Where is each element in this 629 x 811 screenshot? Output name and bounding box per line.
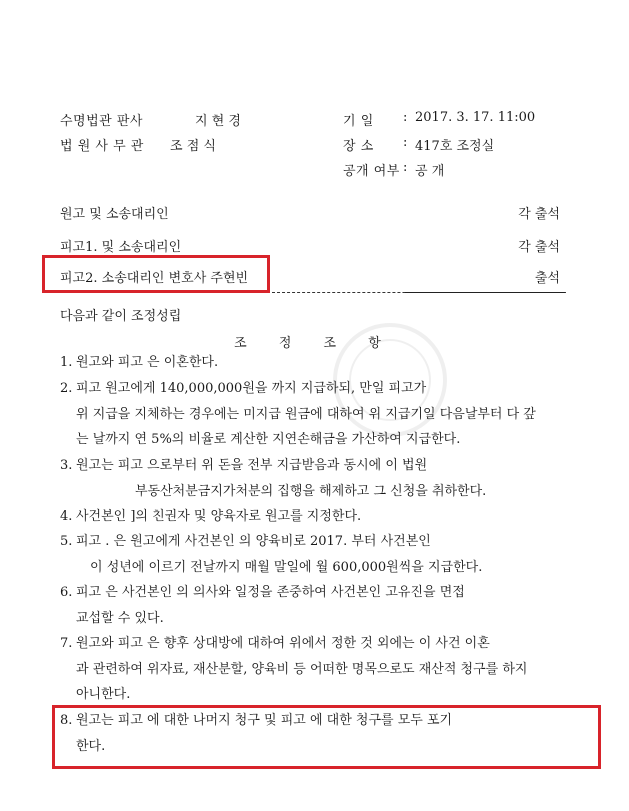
clause-5 bbox=[60, 529, 570, 580]
clause-line: 원고는 피고 으로부터 위 돈을 전부 지급받음과 동시에 이 법원 bbox=[76, 458, 428, 473]
date-value: 2017. 3. 17. 11:00 bbox=[415, 110, 536, 125]
header-row-1 bbox=[60, 110, 580, 130]
clause-line: 원고와 피고 은 향후 상대방에 대하여 위에서 정한 것 외에는 이 사건 이혼 bbox=[76, 636, 490, 651]
attendance-party: 피고2. 소송대리인 변호사 주현빈 bbox=[60, 271, 249, 286]
clause-line: 사건본인 ]의 친권자 및 양육자로 원고를 지정한다. bbox=[76, 509, 362, 524]
divider-solid bbox=[405, 292, 565, 293]
judge-label: 수명법관 판사 bbox=[60, 114, 143, 129]
clause-3 bbox=[60, 453, 570, 504]
clause-number: 8. bbox=[60, 713, 73, 728]
highlight-box-defendant2 bbox=[42, 255, 270, 293]
clause-line: 피고 원고에게 140,000,000원을 까지 지급하되, 만일 피고가 bbox=[76, 381, 427, 396]
clause-line: 아니한다. bbox=[76, 687, 131, 702]
attendance-party: 피고1. 및 소송대리인 bbox=[60, 240, 182, 255]
clerk-label: 법 원 사 무 관 bbox=[60, 139, 144, 154]
clause-number: 5. bbox=[60, 534, 73, 549]
clause-7 bbox=[60, 631, 570, 708]
clause-line: 피고 . 은 원고에게 사건본인 의 양육비로 2017. 부터 사건본인 bbox=[76, 534, 431, 549]
place-label: 장 소 bbox=[343, 139, 374, 154]
attendance-status: 각 출석 bbox=[518, 240, 560, 255]
clause-line: 원고는 피고 에 대한 나머지 청구 및 피고 에 대한 청구를 모두 포기 bbox=[76, 713, 453, 728]
place-value: 417호 조정실 bbox=[415, 139, 495, 154]
clause-line: 는 날까지 연 5%의 비율로 계산한 지연손해금을 가산하여 지급한다. bbox=[76, 432, 461, 447]
intro-text: 다음과 같이 조정성립 bbox=[60, 309, 182, 324]
attendance-row-defendant1 bbox=[60, 236, 560, 256]
judge-name: 지 현 경 bbox=[195, 114, 241, 129]
clause-number: 4. bbox=[60, 509, 73, 524]
clause-line: 교섭할 수 있다. bbox=[76, 610, 164, 626]
header-row-2 bbox=[60, 135, 580, 155]
clause-line: 피고 은 사건본인 의 의사와 일정을 존중하여 사건본인 고유진을 면접 bbox=[76, 585, 465, 600]
place-colon: : bbox=[403, 135, 408, 150]
clause-number: 6. bbox=[60, 585, 73, 600]
attendance-row-plaintiff bbox=[60, 203, 560, 223]
clause-line: 한다. bbox=[76, 738, 106, 754]
clause-line: 부동산처분금지가처분의 집행을 해제하고 그 신청을 취하한다. bbox=[135, 483, 487, 499]
clause-1 bbox=[60, 350, 570, 376]
clause-6 bbox=[60, 580, 570, 631]
clause-number: 7. bbox=[60, 636, 73, 651]
clause-4 bbox=[60, 504, 570, 530]
section-title: 조 정 조 항 bbox=[234, 336, 395, 351]
header-row-3 bbox=[60, 160, 580, 180]
attendance-status: 각 출석 bbox=[518, 207, 560, 222]
clerk-name: 조 점 식 bbox=[170, 139, 216, 154]
clause-number: 1. bbox=[60, 355, 73, 370]
attendance-status: 출석 bbox=[534, 271, 560, 286]
date-colon: : bbox=[403, 110, 408, 125]
clause-line: 과 관련하여 위자료, 재산분할, 양육비 등 어떠한 명목으로도 재산적 청구를 하지 bbox=[76, 661, 528, 677]
highlight-box-clause8 bbox=[52, 705, 601, 769]
clause-line: 위 지급을 지체하는 경우에는 미지급 원금에 대하여 위 지급기일 다음날부터 다 갚 bbox=[76, 406, 536, 422]
clause-number: 3. bbox=[60, 458, 73, 473]
public-value: 공 개 bbox=[415, 164, 445, 179]
public-label: 공개 여부 bbox=[343, 164, 400, 179]
clause-line: 원고와 피고 은 이혼한다. bbox=[76, 355, 219, 370]
clause-2 bbox=[60, 376, 570, 453]
attendance-party: 원고 및 소송대리인 bbox=[60, 207, 169, 222]
public-colon: : bbox=[403, 160, 408, 175]
clause-number: 2. bbox=[60, 381, 73, 396]
date-label: 기 일 bbox=[343, 114, 374, 129]
clause-line: 이 성년에 이르기 전날까지 매월 말일에 월 600,000원씩을 지급한다. bbox=[90, 559, 483, 575]
